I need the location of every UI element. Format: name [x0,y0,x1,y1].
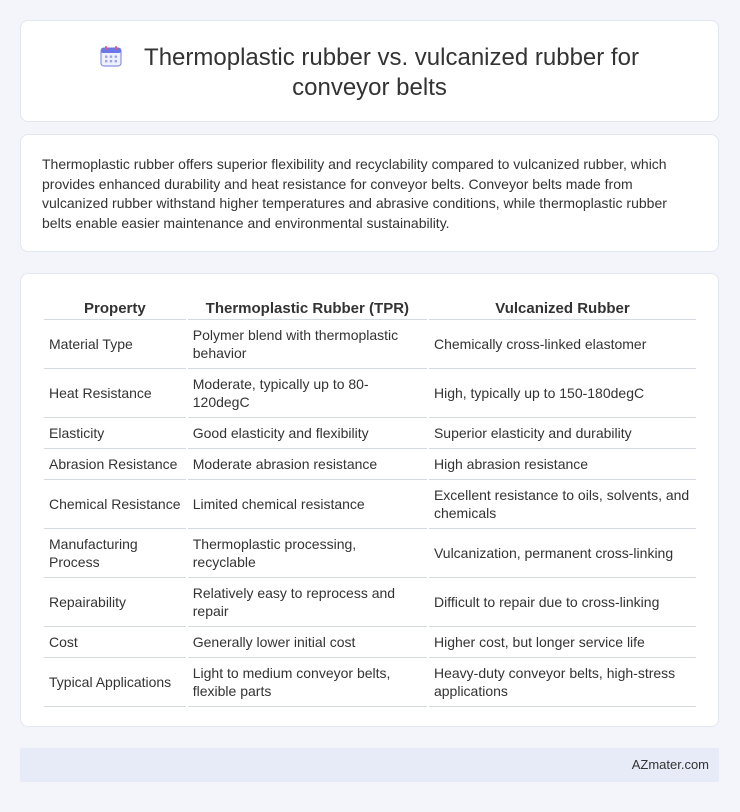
table-row [44,529,696,578]
cell-tpr: Moderate, typically up to 80-120degC [188,369,427,418]
summary-card [20,134,719,252]
table-row [44,480,696,529]
cell-property: Abrasion Resistance [44,449,186,480]
header-tpr: Thermoplastic Rubber (TPR) [188,294,427,320]
cell-property: Heat Resistance [44,369,186,418]
cell-tpr: Relatively easy to reprocess and repair [188,578,427,627]
page-title: Thermoplastic rubber vs. vulcanized rubber for conveyor belts [144,44,639,101]
cell-property: Manufacturing Process [44,529,186,578]
table-row [44,320,696,369]
cell-vulcanized: Difficult to repair due to cross-linking [429,578,696,627]
comparison-table [42,294,698,707]
header-vulcanized: Vulcanized Rubber [429,294,696,320]
summary-text: Thermoplastic rubber offers superior flexibility and recyclability compared to vulcanized rubber, which provides enhanced durability and heat resistance for conveyor belts. Conveyor belts made from vulcanized rubber withstand higher temperatures and abrasive conditions, while thermoplastic rubber belts enable easier maintenance and environmental sustainability. [42,156,667,231]
page-title-wrap [21,43,718,103]
cell-property: Repairability [44,578,186,627]
cell-tpr: Good elasticity and flexibility [188,418,427,449]
cell-vulcanized: Superior elasticity and durability [429,418,696,449]
table-row [44,627,696,658]
table-row [44,658,696,707]
header-property: Property [44,294,186,320]
comparison-table-card [20,273,719,727]
cell-vulcanized: Higher cost, but longer service life [429,627,696,658]
cell-property: Typical Applications [44,658,186,707]
cell-tpr: Generally lower initial cost [188,627,427,658]
cell-property: Cost [44,627,186,658]
cell-vulcanized: Heavy-duty conveyor belts, high-stress applications [429,658,696,707]
cell-property: Elasticity [44,418,186,449]
table-row [44,578,696,627]
cell-tpr: Light to medium conveyor belts, flexible parts [188,658,427,707]
cell-vulcanized: Excellent resistance to oils, solvents, and chemicals [429,480,696,529]
table-row [44,449,696,480]
title-card [20,20,719,122]
cell-property: Chemical Resistance [44,480,186,529]
cell-tpr: Moderate abrasion resistance [188,449,427,480]
cell-vulcanized: High, typically up to 150-180degC [429,369,696,418]
cell-vulcanized: Chemically cross-linked elastomer [429,320,696,369]
cell-tpr: Polymer blend with thermoplastic behavior [188,320,427,369]
calendar-icon [100,45,122,67]
cell-vulcanized: Vulcanization, permanent cross-linking [429,529,696,578]
table-row [44,418,696,449]
table-header-row [44,294,696,320]
cell-tpr: Thermoplastic processing, recyclable [188,529,427,578]
table-row [44,369,696,418]
cell-vulcanized: High abrasion resistance [429,449,696,480]
cell-tpr: Limited chemical resistance [188,480,427,529]
footer-bar [20,748,719,782]
cell-property: Material Type [44,320,186,369]
footer-brand: AZmater.com [631,757,709,772]
